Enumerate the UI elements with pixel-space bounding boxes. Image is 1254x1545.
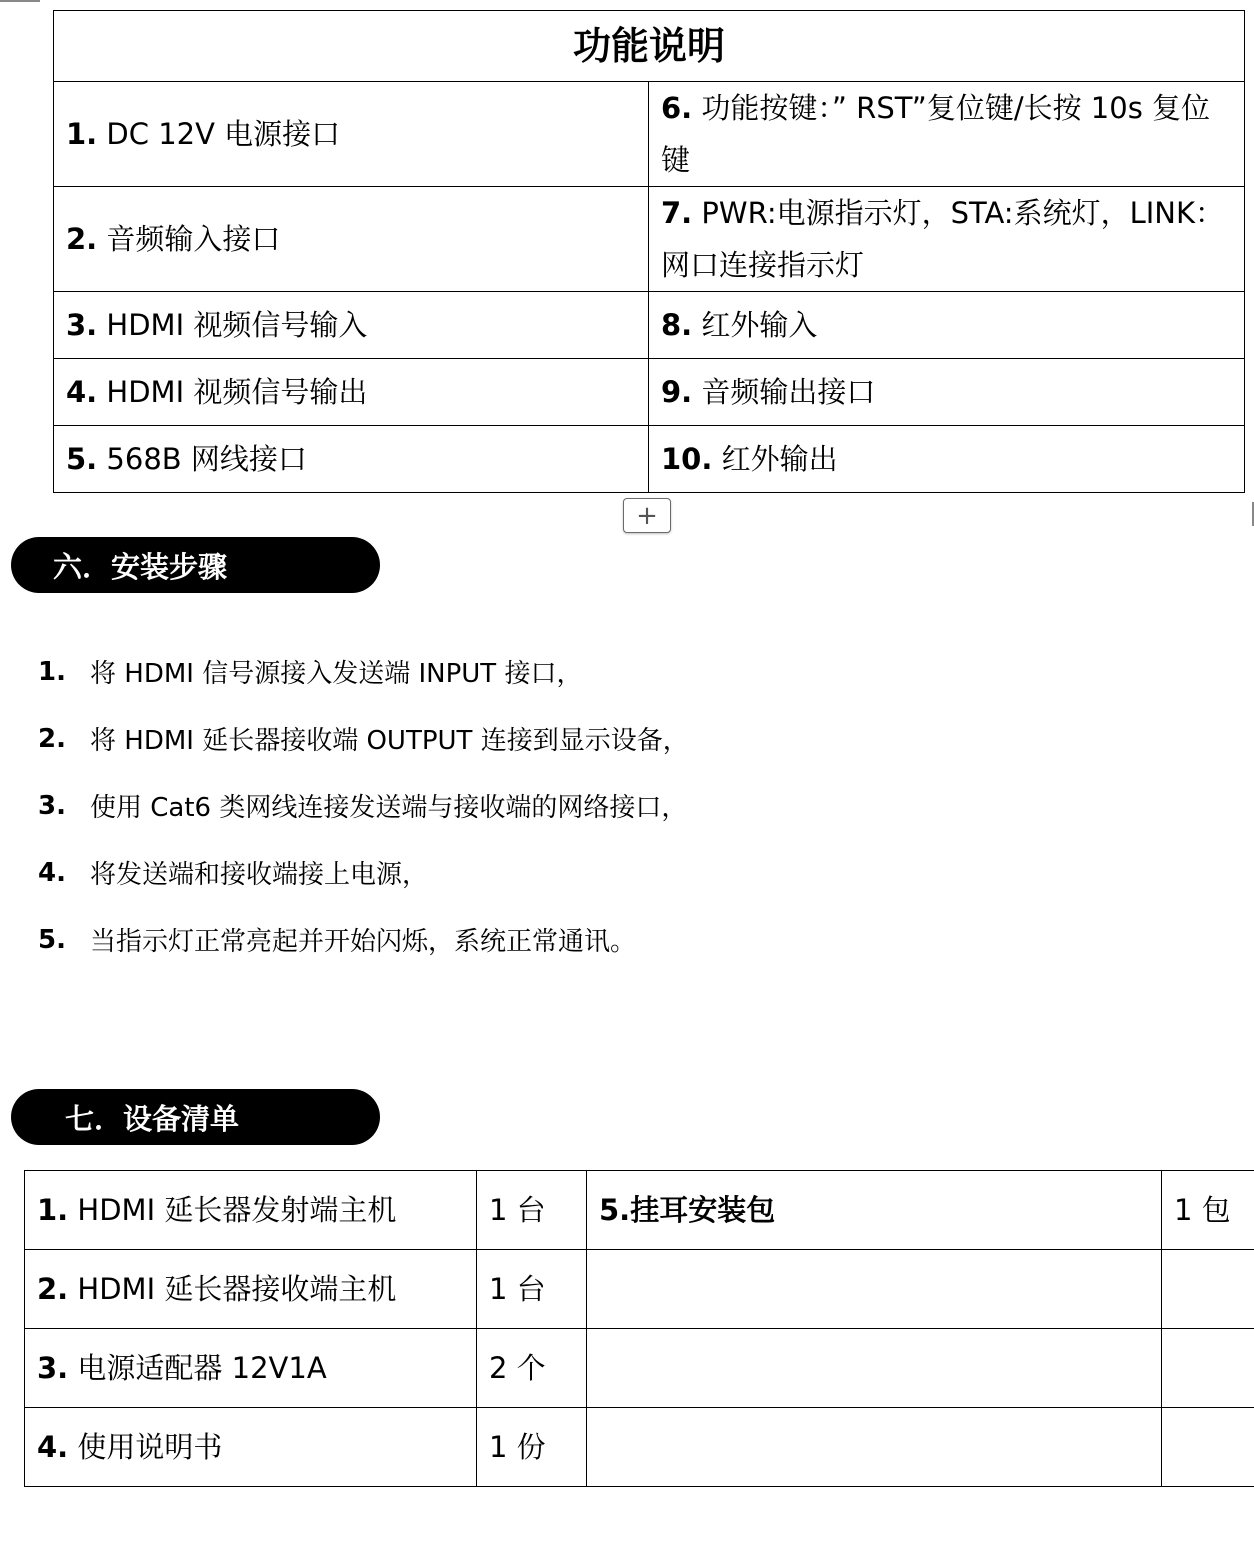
item-name: 电源适配器 12V1A xyxy=(77,1351,327,1385)
table-cell xyxy=(54,426,649,493)
item-number: 1. xyxy=(66,117,98,151)
add-row-button[interactable]: + xyxy=(623,498,671,533)
table-row xyxy=(54,359,1245,426)
table-cell xyxy=(54,82,649,187)
table-cell xyxy=(54,187,649,292)
table-cell xyxy=(649,82,1245,187)
table-cell xyxy=(54,359,649,426)
item-number: 6. xyxy=(661,91,693,125)
qty-cell: 1 份 xyxy=(477,1408,587,1487)
step-text: 将发送端和接收端接上电源， xyxy=(90,860,429,890)
step-text: 将 HDMI 延长器接收端 OUTPUT 连接到显示设备， xyxy=(90,726,689,756)
item-number: 3. xyxy=(37,1351,69,1385)
item-text: HDMI 视频信号输入 xyxy=(106,308,368,342)
step-text: 将 HDMI 信号源接入发送端 INPUT 接口， xyxy=(90,659,583,689)
table-cell xyxy=(649,426,1245,493)
item-number: 9. xyxy=(661,375,693,409)
step-text: 使用 Cat6 类网线连接发送端与接收端的网络接口， xyxy=(90,793,688,823)
qty-cell: 1 包 xyxy=(1162,1171,1254,1250)
item-number: 2. xyxy=(66,222,98,256)
item-cell xyxy=(587,1408,1162,1487)
qty-cell xyxy=(1162,1408,1254,1487)
item-cell xyxy=(25,1329,477,1408)
item-text: 音频输入接口 xyxy=(106,222,281,256)
table-row xyxy=(54,82,1245,187)
table-row xyxy=(25,1171,1254,1250)
item-number: 4. xyxy=(66,375,98,409)
item-name: 使用说明书 xyxy=(77,1430,223,1464)
item-cell xyxy=(25,1171,477,1250)
item-cell xyxy=(587,1329,1162,1408)
item-text: 568B 网线接口 xyxy=(106,442,307,476)
list-item xyxy=(38,772,689,839)
item-number: 10. xyxy=(661,442,713,476)
qty-cell: 1 台 xyxy=(477,1250,587,1329)
item-name: HDMI 延长器接收端主机 xyxy=(77,1272,397,1306)
function-description-table xyxy=(53,10,1245,493)
item-number: 4. xyxy=(37,1430,69,1464)
step-number: 2. xyxy=(38,723,66,754)
item-text: HDMI 视频信号输出 xyxy=(106,375,368,409)
item-text: 音频输出接口 xyxy=(701,375,876,409)
install-steps-list xyxy=(38,638,689,973)
step-number: 1. xyxy=(38,656,66,687)
item-number: 2. xyxy=(37,1272,69,1306)
table-row xyxy=(54,426,1245,493)
table-cell xyxy=(649,292,1245,359)
item-cell xyxy=(25,1408,477,1487)
table-row xyxy=(25,1250,1254,1329)
item-number: 3. xyxy=(66,308,98,342)
item-text: 红外输入 xyxy=(701,308,818,342)
list-item xyxy=(38,839,689,906)
equipment-list-table xyxy=(24,1170,1254,1487)
section-heading-install: 六．安装步骤 xyxy=(11,537,380,593)
table-cell xyxy=(649,359,1245,426)
step-text: 当指示灯正常亮起并开始闪烁，系统正常通讯。 xyxy=(90,927,637,957)
qty-cell xyxy=(1162,1250,1254,1329)
table-row xyxy=(54,187,1245,292)
item-text: PWR:电源指示灯，STA:系统灯，LINK：网口连接指示灯 xyxy=(661,196,1225,282)
list-item xyxy=(38,705,689,772)
step-number: 5. xyxy=(38,924,66,955)
table-title: 功能说明 xyxy=(54,11,1245,82)
item-cell xyxy=(587,1250,1162,1329)
qty-cell: 1 台 xyxy=(477,1171,587,1250)
item-cell xyxy=(25,1250,477,1329)
table-row xyxy=(25,1408,1254,1487)
page-top-marker xyxy=(0,0,40,2)
item-number: 8. xyxy=(661,308,693,342)
item-text: 功能按键：” RST”复位键/长按 10s 复位键 xyxy=(661,91,1211,177)
qty-cell xyxy=(1162,1329,1254,1408)
item-name: HDMI 延长器发射端主机 xyxy=(77,1193,397,1227)
item-text: 红外输出 xyxy=(721,442,838,476)
table-row xyxy=(25,1329,1254,1408)
step-number: 3. xyxy=(38,790,66,821)
list-item xyxy=(38,638,689,705)
table-cell xyxy=(54,292,649,359)
table-cell xyxy=(649,187,1245,292)
section-heading-equipment: 七．设备清单 xyxy=(11,1089,380,1145)
qty-cell: 2 个 xyxy=(477,1329,587,1408)
table-row xyxy=(54,292,1245,359)
item-number: 1. xyxy=(37,1193,69,1227)
step-number: 4. xyxy=(38,857,66,888)
item-text: DC 12V 电源接口 xyxy=(106,117,341,151)
item-number: 5. xyxy=(66,442,98,476)
item-number: 7. xyxy=(661,196,693,230)
item-cell: 5.挂耳安装包 xyxy=(587,1171,1162,1250)
list-item xyxy=(38,906,689,973)
